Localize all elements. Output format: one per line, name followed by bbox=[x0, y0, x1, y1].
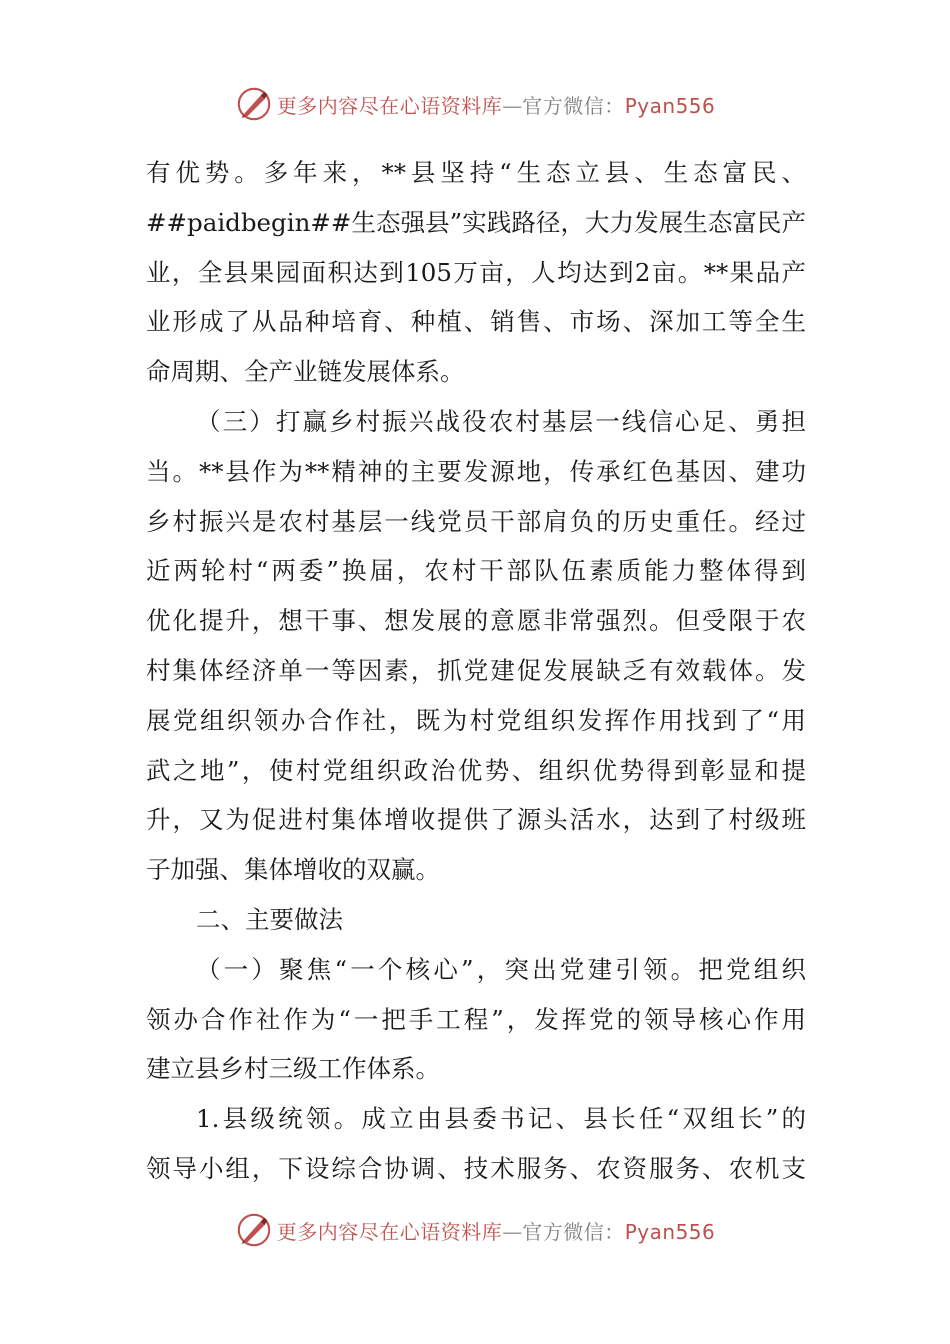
pen-logo-icon bbox=[235, 1211, 273, 1249]
banner-wechat-id: Pyan556 bbox=[624, 1219, 716, 1244]
pen-logo-icon bbox=[235, 85, 273, 123]
body-line: 优化提升，想干事、想发展的意愿非常强烈。但受限于农 bbox=[146, 606, 806, 636]
section-heading: 二、主要做法 bbox=[196, 904, 343, 934]
banner-wechat-id: Pyan556 bbox=[624, 93, 716, 118]
body-line: 升，又为促进村集体增收提供了源头活水，达到了村级班 bbox=[146, 805, 806, 835]
banner-text: 更多内容尽在心语资料库 bbox=[276, 1219, 503, 1244]
document-body bbox=[146, 148, 806, 1194]
body-line: ##paidbegin##生态强县”实践路径，大力发展生态富民产 bbox=[146, 207, 806, 237]
body-line: 有优势。多年来，**县坚持“生态立县、生态富民、 bbox=[146, 158, 806, 187]
body-line: 建立县乡村三级工作体系。 bbox=[146, 1054, 440, 1084]
body-line: 村集体经济单一等因素，抓党建促发展缺乏有效载体。发 bbox=[146, 655, 806, 685]
body-line: 展党组织领办合作社，既为村党组织发挥作用找到了“用 bbox=[146, 705, 806, 735]
body-line: 乡村振兴是农村基层一线党员干部肩负的历史重任。经过 bbox=[146, 506, 806, 536]
body-line: 近两轮村“两委”换届，农村干部队伍素质能力整体得到 bbox=[146, 556, 806, 586]
footer-watermark-banner bbox=[0, 1208, 950, 1252]
body-line: 1.县级统领。成立由县委书记、县长任“双组长”的 bbox=[196, 1104, 806, 1134]
body-line: 子加强、集体增收的双赢。 bbox=[146, 855, 440, 885]
body-line: 当。**县作为**精神的主要发源地，传承红色基因、建功 bbox=[146, 456, 806, 486]
body-line: （一）聚焦“一个核心”，突出党建引领。把党组织 bbox=[196, 954, 806, 984]
body-line: 领办合作社作为“一把手工程”，发挥党的领导核心作用 bbox=[146, 1004, 806, 1034]
body-line: 业，全县果园面积达到105万亩，人均达到2亩。**果品产 bbox=[146, 257, 806, 287]
body-line: 领导小组，下设综合协调、技术服务、农资服务、农机支 bbox=[146, 1153, 806, 1183]
body-line: （三）打赢乡村振兴战役农村基层一线信心足、勇担 bbox=[196, 406, 806, 436]
body-line: 命周期、全产业链发展体系。 bbox=[146, 357, 465, 387]
banner-wechat-label: 官方微信： bbox=[522, 1219, 625, 1244]
banner-separator: — bbox=[502, 1219, 523, 1244]
banner-separator: — bbox=[502, 93, 523, 118]
body-line: 业形成了从品种培育、种植、销售、市场、深加工等全生 bbox=[146, 307, 806, 337]
banner-text: 更多内容尽在心语资料库 bbox=[276, 93, 503, 118]
header-watermark-banner bbox=[0, 82, 950, 126]
body-line: 武之地”，使村党组织政治优势、组织优势得到彰显和提 bbox=[146, 755, 806, 785]
banner-wechat-label: 官方微信： bbox=[522, 93, 625, 118]
